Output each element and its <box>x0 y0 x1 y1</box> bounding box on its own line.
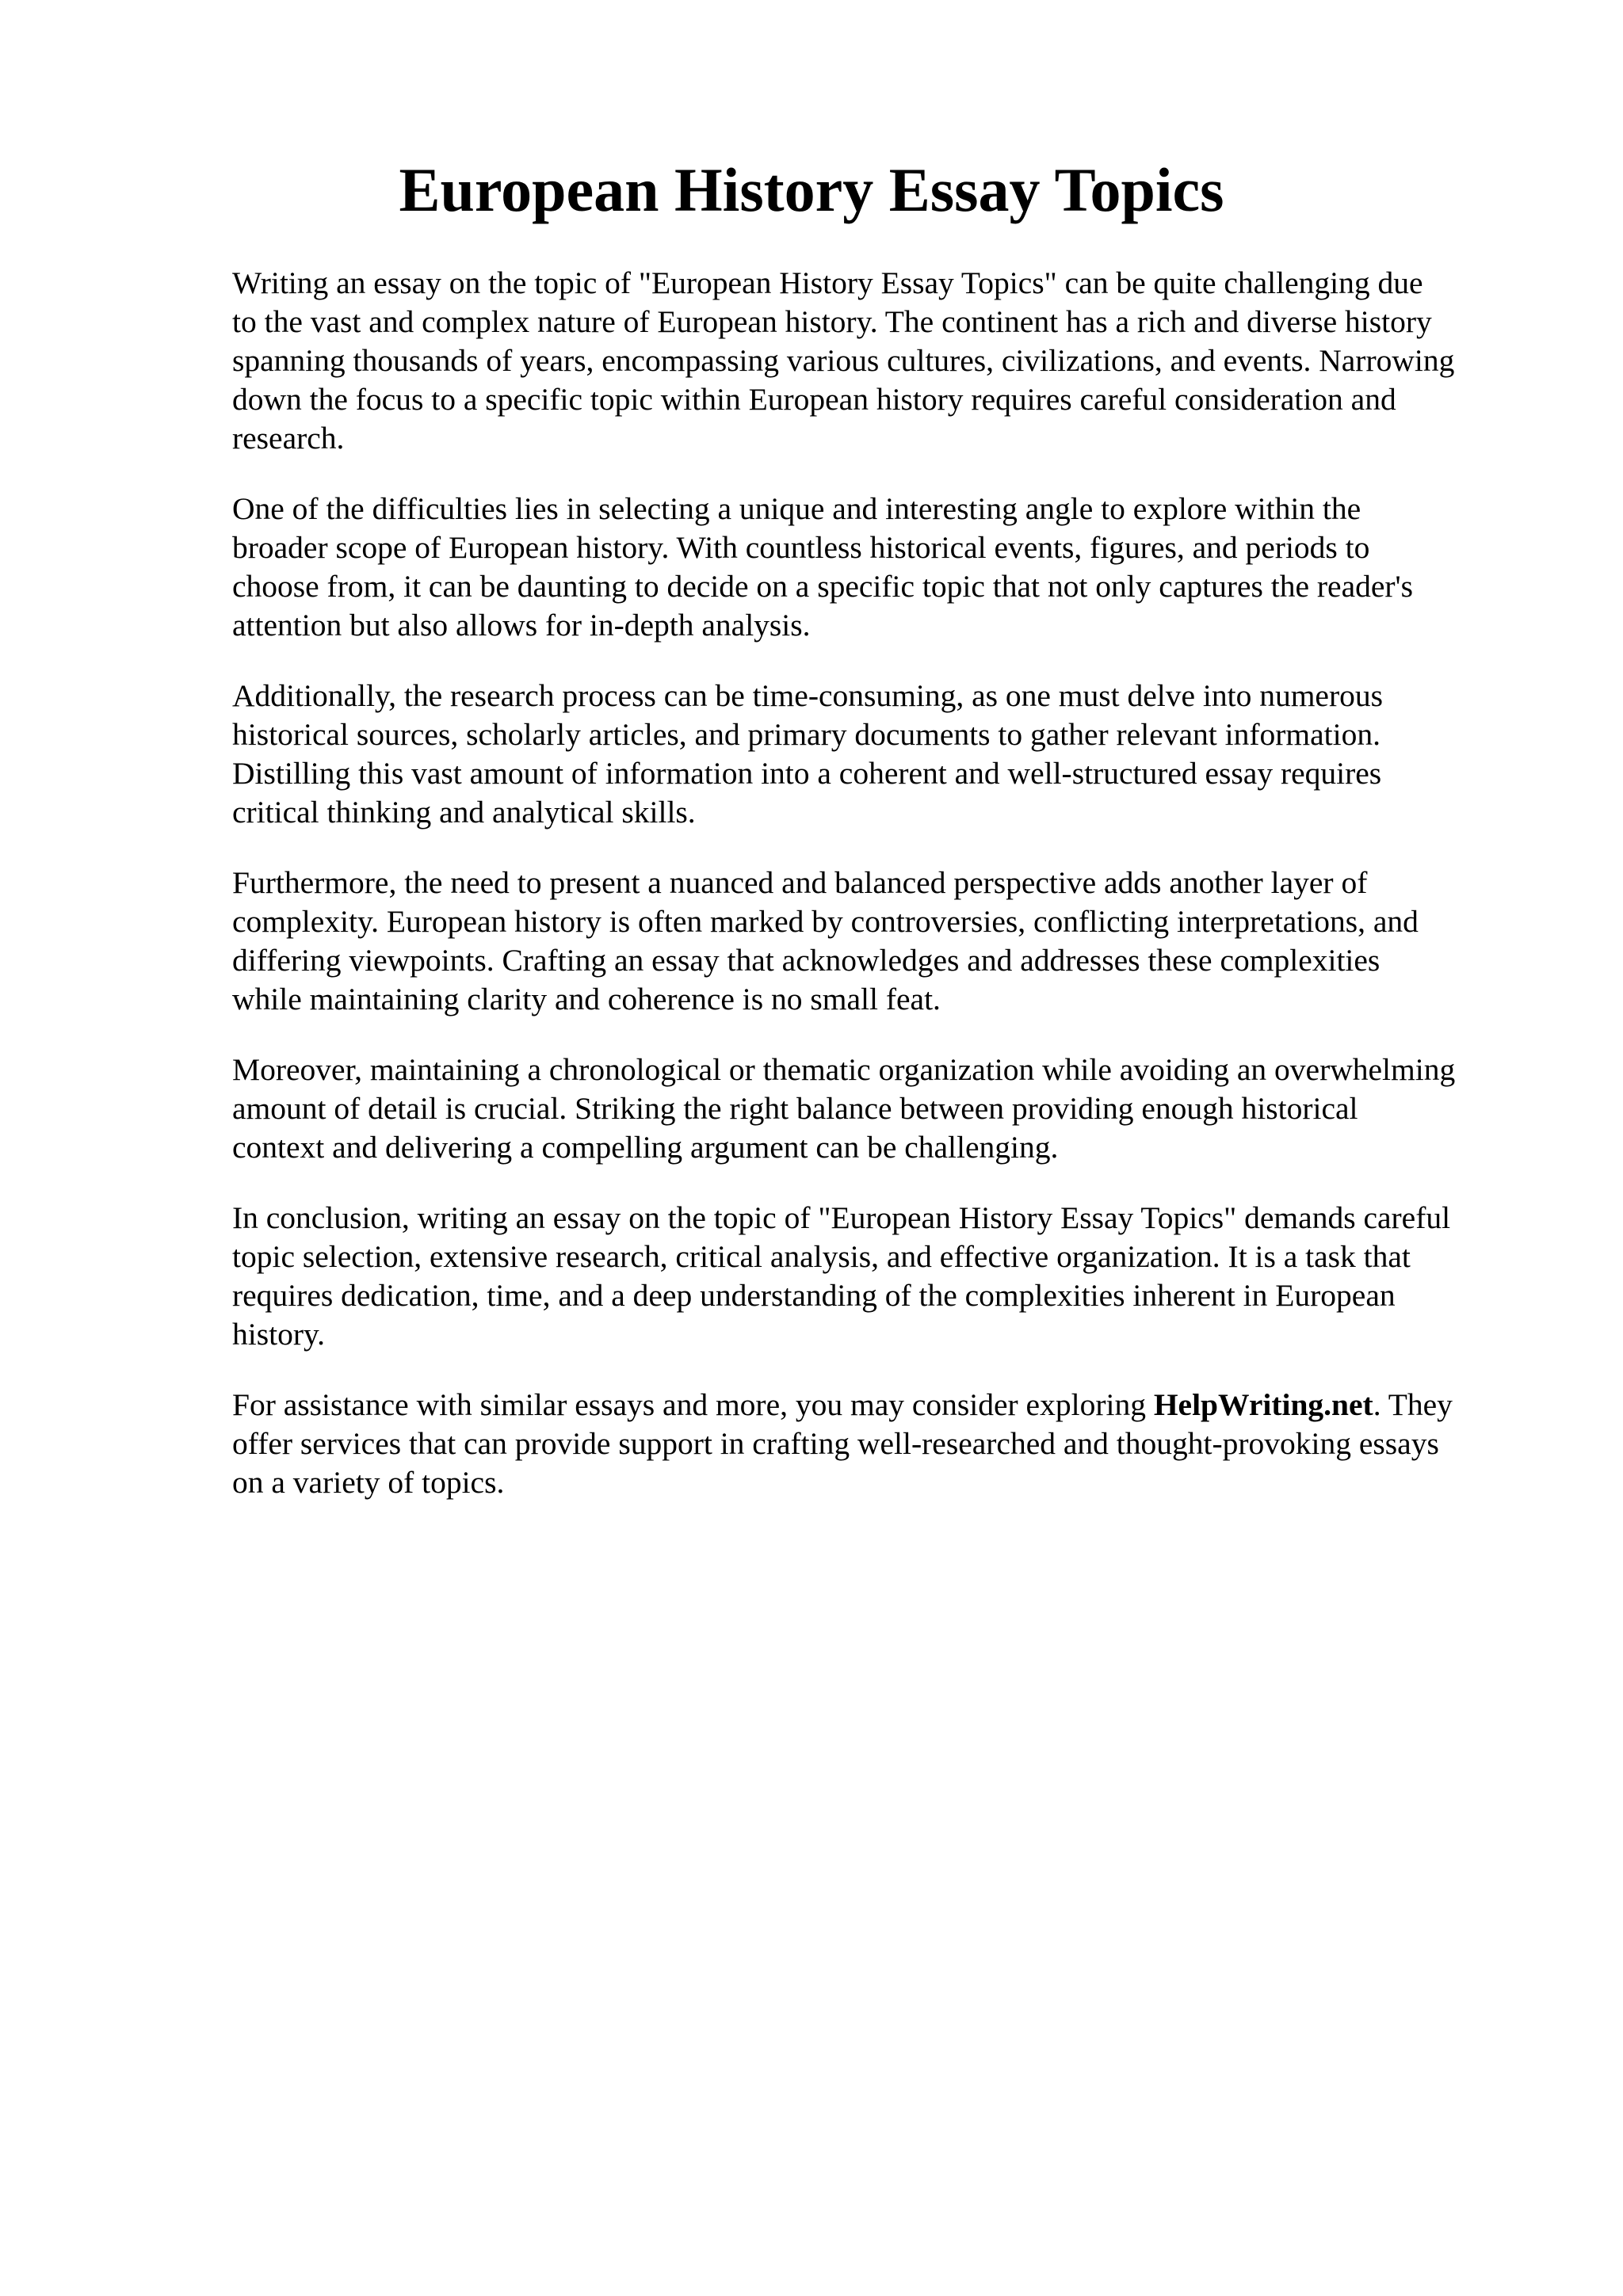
paragraph-4 <box>232 864 1532 1019</box>
text-line: offer services that can provide support in crafting well-researched and thought-provoking essays <box>232 1426 1439 1461</box>
text-line: Moreover, maintaining a chronological or thematic organization while avoiding an overwhelming <box>232 1052 1456 1087</box>
essay-body <box>232 264 1532 1534</box>
text-line: down the focus to a specific topic within European history requires careful consideration and <box>232 382 1396 417</box>
text-line: Furthermore, the need to present a nuanced and balanced perspective adds another layer of <box>232 865 1368 900</box>
paragraph-6 <box>232 1199 1532 1354</box>
text-line: broader scope of European history. With countless historical events, figures, and periods to <box>232 530 1370 565</box>
text-line: differing viewpoints. Crafting an essay that acknowledges and addresses these complexities <box>232 943 1381 978</box>
text-line: history. <box>232 1317 326 1352</box>
text-line <box>232 1386 1532 1425</box>
paragraph-2 <box>232 490 1532 645</box>
text-line: topic selection, extensive research, critical analysis, and effective organization. It is a task that <box>232 1239 1411 1274</box>
paragraph-3 <box>232 677 1532 832</box>
text-line: Writing an essay on the topic of "European History Essay Topics" can be quite challenging due <box>232 265 1423 300</box>
text-line: context and delivering a compelling argument can be challenging. <box>232 1130 1059 1165</box>
text-line: In conclusion, writing an essay on the topic of "European History Essay Topics" demands careful <box>232 1200 1451 1235</box>
closing-paragraph <box>232 1386 1532 1502</box>
brand-name: HelpWriting.net <box>1153 1387 1373 1422</box>
text-line: One of the difficulties lies in selecting a unique and interesting angle to explore within the <box>232 491 1361 526</box>
paragraph-5 <box>232 1051 1532 1167</box>
text-line: research. <box>232 421 345 456</box>
text-line: spanning thousands of years, encompassing various cultures, civilizations, and events. Narrowing <box>232 343 1455 378</box>
closing-text-after: . They <box>1373 1387 1453 1422</box>
page-title: European History Essay Topics <box>399 155 1224 224</box>
text-line: critical thinking and analytical skills. <box>232 795 696 830</box>
text-line: Additionally, the research process can be time-consuming, as one must delve into numerous <box>232 678 1383 713</box>
text-line: to the vast and complex nature of European history. The continent has a rich and diverse history <box>232 304 1432 339</box>
paragraph-1 <box>232 264 1532 458</box>
text-line: on a variety of topics. <box>232 1465 505 1500</box>
text-line: requires dedication, time, and a deep understanding of the complexities inherent in European <box>232 1278 1396 1313</box>
text-line: historical sources, scholarly articles, and primary documents to gather relevant information. <box>232 717 1381 752</box>
text-line: attention but also allows for in-depth analysis. <box>232 608 811 643</box>
text-line: choose from, it can be daunting to decide on a specific topic that not only captures the reader's <box>232 569 1414 604</box>
closing-text-before: For assistance with similar essays and more, you may consider exploring <box>232 1387 1154 1422</box>
text-line: while maintaining clarity and coherence is no small feat. <box>232 982 941 1016</box>
text-line: amount of detail is crucial. Striking the right balance between providing enough historical <box>232 1091 1358 1126</box>
text-line: Distilling this vast amount of information into a coherent and well-structured essay requires <box>232 756 1382 791</box>
text-line: complexity. European history is often marked by controversies, conflicting interpretations, and <box>232 904 1419 939</box>
